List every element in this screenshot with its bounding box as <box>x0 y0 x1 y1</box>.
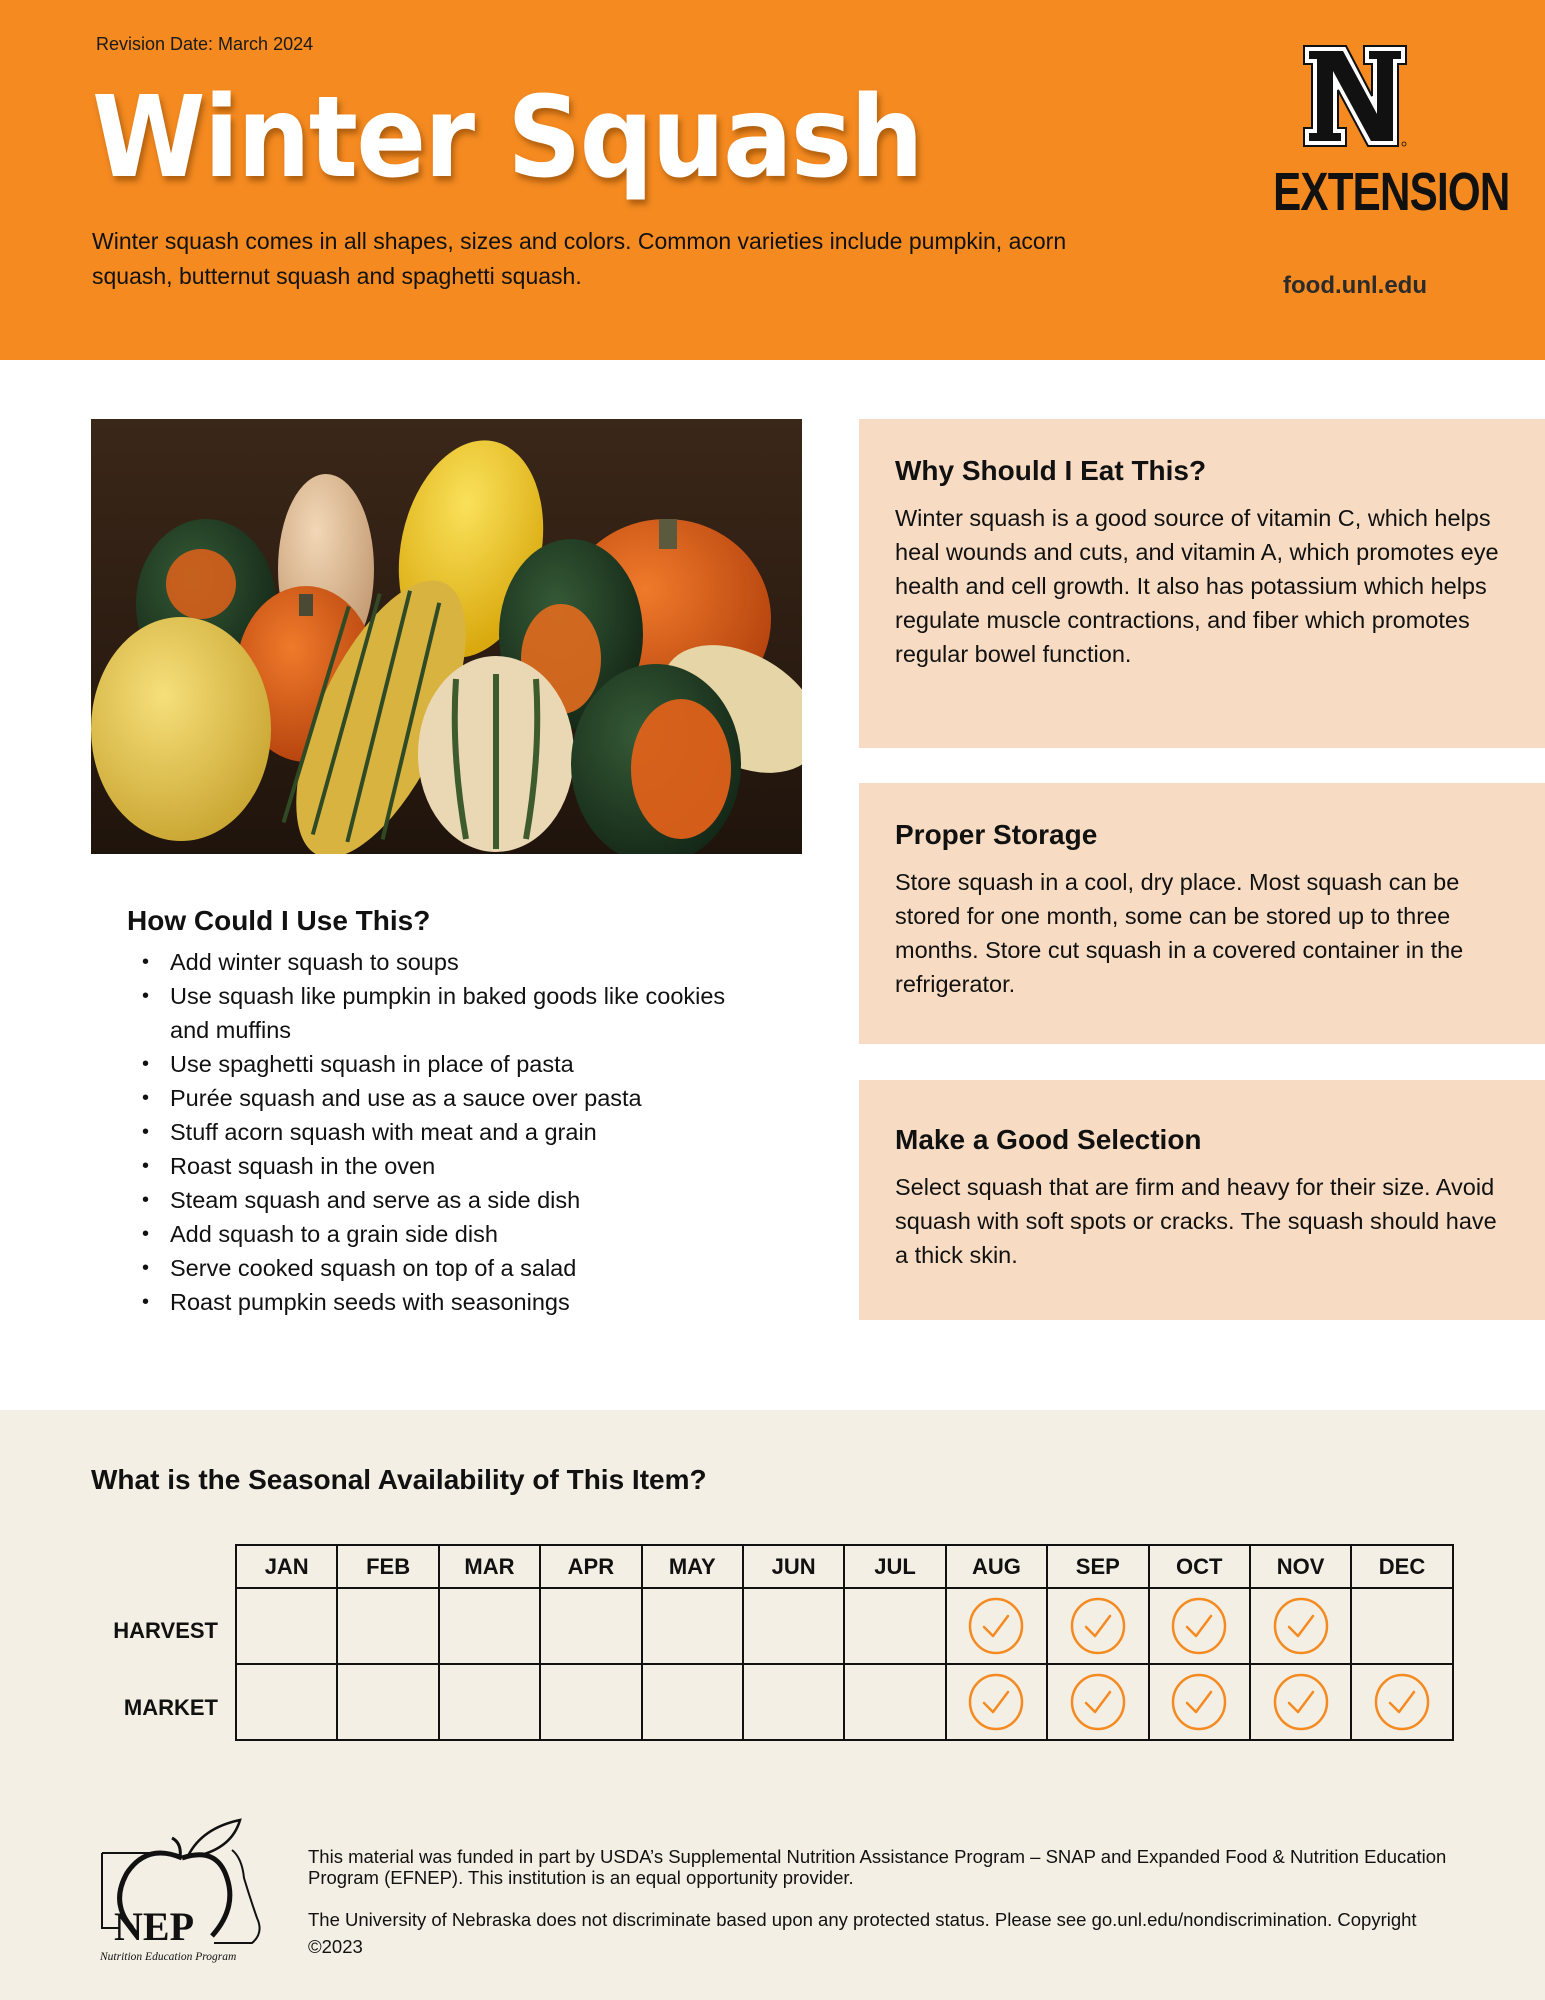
nep-logo <box>92 1818 282 1968</box>
list-item: • Use squash like pumpkin in baked goods like cookies and muffins <box>127 979 767 1047</box>
storage-heading: Proper Storage <box>895 819 1098 850</box>
season-cell <box>946 1588 1047 1664</box>
list-item: • Roast squash in the oven <box>127 1149 767 1183</box>
nep-name: Nutrition Education Program <box>100 1951 237 1963</box>
squash-photo <box>91 419 802 854</box>
storage-text: Store squash in a cool, dry place. Most squash can be stored for one month, some can be stored up to three months. Store cut squash in a covered container in the refrigerator. <box>895 869 1464 997</box>
month-header-jul: JUL <box>844 1545 945 1588</box>
season-cell <box>946 1664 1047 1740</box>
selection-text: Select squash that are firm and heavy for their size. Avoid squash with soft spots or cracks. The squash should have a thick skin. <box>895 1174 1497 1268</box>
market-row-label: MARKET <box>123 1695 218 1720</box>
check-circle-icon <box>1272 1597 1330 1655</box>
market-row <box>236 1664 1453 1740</box>
season-cell <box>439 1588 540 1664</box>
check-circle-icon <box>967 1673 1025 1731</box>
nondiscrimination-statement: The University of Nebraska does not discriminate based upon any protected status. Please see go.unl.edu/nondiscrimination. Copyright ©2023 <box>308 1909 1417 1957</box>
why-eat-box <box>859 419 1545 748</box>
season-cell <box>1047 1588 1148 1664</box>
harvest-row <box>236 1588 1453 1664</box>
selection-box <box>859 1080 1545 1320</box>
month-header-mar: MAR <box>439 1545 540 1588</box>
season-cell <box>642 1664 743 1740</box>
season-cell <box>1351 1664 1452 1740</box>
season-cell <box>1149 1664 1250 1740</box>
month-header-sep: SEP <box>1047 1545 1148 1588</box>
season-cell <box>1149 1588 1250 1664</box>
funding-statement: This material was funded in part by USDA’s Supplemental Nutrition Assistance Program – SNAP and Expanded Food & Nutrition Education Program (EFNEP). This institution is an equal opportunity provider. <box>308 1846 1447 1888</box>
season-cell <box>743 1664 844 1740</box>
list-item: • Use spaghetti squash in place of pasta <box>127 1047 767 1081</box>
season-cell <box>1250 1588 1351 1664</box>
season-cell <box>337 1588 438 1664</box>
season-cell <box>439 1664 540 1740</box>
season-cell <box>236 1664 337 1740</box>
season-cell <box>642 1588 743 1664</box>
list-item: • Add squash to a grain side dish <box>127 1217 767 1251</box>
list-item: • Serve cooked squash on top of a salad <box>127 1251 767 1285</box>
website-link[interactable]: food.unl.edu <box>1283 272 1427 299</box>
month-header-aug: AUG <box>946 1545 1047 1588</box>
season-cell <box>540 1664 641 1740</box>
why-eat-text: Winter squash is a good source of vitamin C, which helps heal wounds and cuts, and vitamin A, which promotes eye health and cell growth. It also has potassium which helps regulate muscle contractions, and fiber which promotes regular bowel function. <box>895 505 1499 667</box>
season-cell <box>236 1588 337 1664</box>
month-header-oct: OCT <box>1149 1545 1250 1588</box>
month-header-may: MAY <box>642 1545 743 1588</box>
list-item: • Steam squash and serve as a side dish <box>127 1183 767 1217</box>
revision-date: Revision Date: March 2024 <box>96 34 314 54</box>
month-header-dec: DEC <box>1351 1545 1452 1588</box>
page-title: Winter Squash <box>92 73 922 203</box>
season-cell <box>743 1588 844 1664</box>
storage-box <box>859 783 1545 1044</box>
season-cell <box>844 1588 945 1664</box>
list-item: • Purée squash and use as a sauce over pasta <box>127 1081 767 1115</box>
seasonal-heading: What is the Seasonal Availability of This Item? <box>91 1464 707 1495</box>
harvest-row-label: HARVEST <box>113 1618 218 1643</box>
intro-text: Winter squash comes in all shapes, sizes and colors. Common varieties include pumpkin, acorn squash, butternut squash and spaghetti squash. <box>92 228 1067 289</box>
month-header-feb: FEB <box>337 1545 438 1588</box>
check-circle-icon <box>1170 1597 1228 1655</box>
nebraska-n-icon <box>1302 44 1408 148</box>
season-cell <box>337 1664 438 1740</box>
check-circle-icon <box>967 1597 1025 1655</box>
list-item: • Roast pumpkin seeds with seasonings <box>127 1285 767 1319</box>
check-circle-icon <box>1069 1597 1127 1655</box>
usage-heading: How Could I Use This? <box>127 905 431 936</box>
squash-image <box>91 419 802 854</box>
nebraska-extension-logo <box>1250 44 1510 224</box>
season-cell <box>1351 1588 1452 1664</box>
extension-wordmark: EXTENSION <box>1273 162 1510 222</box>
check-circle-icon <box>1272 1673 1330 1731</box>
usage-list <box>127 945 767 1319</box>
month-header-nov: NOV <box>1250 1545 1351 1588</box>
season-cell <box>844 1664 945 1740</box>
month-header-row <box>236 1545 1453 1588</box>
month-header-apr: APR <box>540 1545 641 1588</box>
check-circle-icon <box>1069 1673 1127 1731</box>
why-eat-heading: Why Should I Eat This? <box>895 455 1207 486</box>
list-item: • Add winter squash to soups <box>127 945 767 979</box>
seasonal-table <box>235 1544 1454 1741</box>
check-circle-icon <box>1170 1673 1228 1731</box>
nep-letters: NEP <box>114 1904 194 1949</box>
season-cell <box>540 1588 641 1664</box>
season-cell <box>1250 1664 1351 1740</box>
month-header-jun: JUN <box>743 1545 844 1588</box>
header-banner <box>0 0 1545 360</box>
month-header-jan: JAN <box>236 1545 337 1588</box>
check-circle-icon <box>1373 1673 1431 1731</box>
selection-heading: Make a Good Selection <box>895 1124 1202 1155</box>
list-item: • Stuff acorn squash with meat and a grain <box>127 1115 767 1149</box>
season-cell <box>1047 1664 1148 1740</box>
usage-section <box>127 905 767 1319</box>
